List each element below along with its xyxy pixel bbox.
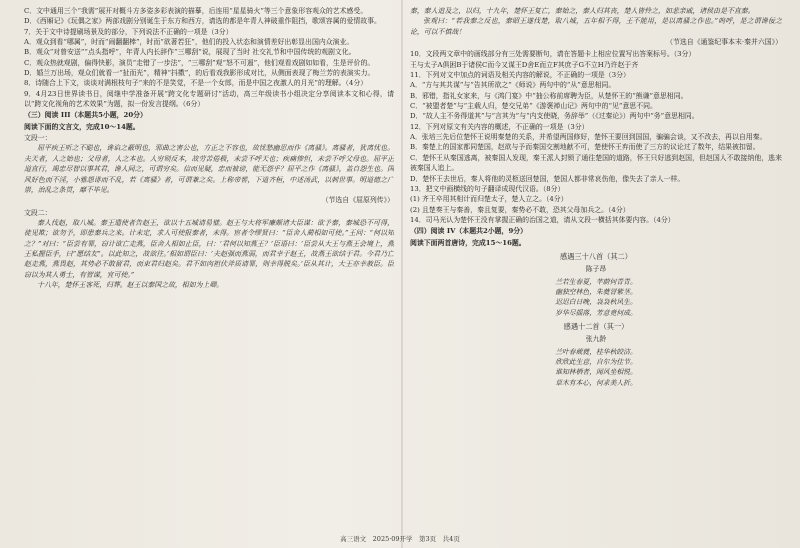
question-line: 11．下列对文中加点的词语及相关内容的解说，不正确的一项是（3分）: [410, 71, 630, 80]
question-line: D．楚怀王去世后，秦人将他的灵柩送回楚国，楚国人都非常哀伤他，像失去了亲人一样。: [410, 174, 685, 183]
poem-1-line: 兰若生春夏，芊蔚何青青。: [555, 277, 637, 286]
left-line-4: B．观众“对曾安送”“点头指呼”，年青人内长辞作“三哪刮”说，展现了当时 社交礼节和中国传统的观剧文化。: [24, 48, 356, 57]
left-line-2: 7．关于文中诗提刷场景及的部分，下列说法不正确的一项是（3分）: [24, 27, 233, 36]
poem-1-title: 感遇三十八首（其二）: [560, 251, 632, 261]
left-line-8: 9．4月23日世界读书日，阅继中学准备开展“跨文化专题研讨”活动，高三年级读书小组决定分享阅读本文和心得，请以“跨文化视角的艺术效果”为题，拟一份发言提纲。（6分）: [24, 89, 394, 109]
poem-1-author: 陈子昂: [585, 265, 607, 274]
page-footer: 高三语文 2025·09开学 第3页 共4页: [340, 535, 460, 543]
question-line: B．秦楚上的国家都同楚国，赵欲与予而秦国交割地献不可，楚使怀王弃而使了三方的议论过了数年，结果被扣留。: [410, 143, 760, 152]
poem-2-line: 兰叶春葳蕤，桂华秋皎洁。: [555, 347, 637, 356]
question-line: C．楚怀王从秦国逃离，被秦国人发现，秦王派人封锁了通往楚国的道路，怀王只好逃到赵国，但赵国人不敢接纳他，逃来被秦国人追上。: [410, 153, 782, 173]
question-line: A．张培三先后位楚怀王说明秦楚的关系，并希望两国修好，楚怀王要回到国国，骗骗会谈，又不改去，再以自用秦。: [410, 133, 767, 142]
section-title-3: （三）阅读 III（本题共5小题，20分）: [24, 111, 147, 120]
section-instruction-3: 阅读下面的文言文，完成10～14题。: [24, 122, 140, 131]
left-line-3: A．观众到看“哪属”，时而“闹翻翻棒”，时而“欲著若狂”，他们的投入状态和演情差好出彰显出国内众演业。: [24, 38, 354, 47]
left-line-5: C．观众热就观剧，偏得快影，演员“走错了一步法”，“三哪刮”观“怒不可遏”，他们观看戏剧如如看，生是评价的。: [24, 58, 375, 67]
left-line-7: 8．诗随合上下文，谈谈对满根枝句子“来的不是笑觉，不是一个女郎，而是中国之夜激人的月光”的理解。（4分）: [24, 79, 368, 88]
left-column: [24, 6, 394, 526]
poem-1-line: 岁华尽摇落，芳意竟何成。: [555, 308, 637, 317]
question-line: D．“故人主不务得道其”与“言其为”与“内支使晓，务辞举”（《过秦论》）两句中“务”意思相同。: [410, 112, 699, 121]
poem-1: [410, 252, 782, 318]
text-source: （节选自《通鉴纪事本末·秦并六国》）: [666, 38, 782, 47]
right-column: [410, 6, 782, 526]
text1-body: 屈平疾王听之不聪也，谗谄之蔽明也，邪曲之害公也，方正之不容也，故忧愁幽思而作《离骚》。离骚者，犹离忧也。夫天者，人之始也；父母者，人之本也。人穷则反本，故劳苦倦极，未尝不呼天也；疾痛惨怛，未尝不呼父母也。屈平正道直行，竭忠尽智以事其君，谗人间之，可谓穷矣。信而见疑，忠而被谤，能无怨乎？屈平之作《离骚》，盖自怨生也。国风好色而不淫，小雅怨诽而不乱，若《离骚》者，可谓兼之矣。上称帝喾，下道齐桓，中述汤武，以刺世事。明道德之广崇，治乱之条贯，靡不毕见。: [24, 144, 394, 194]
poem-1-line: 迟迟白日晚，袅袅秋风生。: [555, 298, 637, 307]
question-line: 10．文段两文章中的画线部分有三处需要断句，请在答题卡上相应位置写出答案标号。（3分）: [410, 50, 696, 59]
poem-2-author: 张九龄: [585, 335, 607, 344]
left-line-0: C．文中通用三个“我需”展开对概斗方多姿多彩表演的描摹，后连用“星星骑火”等三个意象形容观众的艺术感受。: [24, 7, 368, 15]
page-fold: [401, 0, 403, 548]
question-line: 13．把文中画横线的句子翻译成现代汉语。（8分）: [410, 184, 565, 193]
text2-body-end: 十八年，楚怀王客死，归葬。赵王以秦国之故，相如为上卿。: [37, 280, 224, 289]
question-line: B．邪错，指礼女家来，与《鸿门宴》中“抽公称前席聘为臣，从楚怀王的“熊谦”意思相同。: [410, 91, 688, 100]
question-line: 14．司马光认为楚怀王没有掌握正确的治国之道，请从文段一横括其体要内容。（4分）: [410, 215, 675, 224]
poem-2: [410, 322, 782, 388]
poem-2-line: 草木有本心，何求美人折。: [555, 378, 637, 387]
question-line: A．“方与其共谋”与“告其所欲之”《师说》两句中的“从”意思相同。: [410, 81, 616, 90]
left-line-6: D．婚兰万出场，观众们就看一“扯而光”，精神“抖擞”，的后看戏我影形成对比，从侧面表现了梅兰芳的表演实力。: [24, 69, 375, 78]
poem-1-line: 幽独空林色，朱蕤冒紫茎。: [555, 287, 637, 296]
section-title-4: （四）阅读 IV（本题共2小题，9分）: [410, 227, 528, 236]
text1-label: 文段一：: [24, 134, 52, 143]
right-top-line-0: 秦，秦人追及之，以归，十九年，楚怀王复亡，秦始之，秦人归其丧，楚人皆怜之，如悲亲戚，诸侯由是不直秦。: [410, 7, 755, 15]
poem-2-line: 欣欣此生意，自尔为佳节。: [555, 358, 637, 366]
text2-label: 文段二：: [24, 208, 52, 217]
question-line: 12．下列对原文有关内容的概述，不正确的一项是（3分）: [410, 122, 589, 131]
section-instruction-4: 阅读下面两首唐诗，完成15～16题。: [410, 238, 526, 247]
text1-source: （节选自《屈原列传》）: [321, 196, 394, 205]
poem-2-title: 感遇十二首（其一）: [563, 321, 629, 331]
text2-body: 秦人伐赵，取八城。秦王遣使者告赵王，欲以十五城请易璧。赵王与大将军廉颇诸大臣谋：欲予秦，秦城恐不可得，徒见欺；欲勿予，即患秦兵之来。计未定，求人可使报秦者，未得。宦者令缪贤曰：“臣舍人蔺相如可使。”王问：“何以知之？”对曰：“臣尝有罪，窃计欲亡走燕，臣舍人相如止臣，曰：‘君何以知燕王？’臣语曰：‘臣尝从大王与燕王会境上，燕王私握臣手，曰“愿结友”。以此知之，故欲往。’相如谓臣曰：‘夫赵强而燕弱，而君幸于赵王，故燕王欲结于君。今君乃亡赵走燕，燕畏赵，其势必不敢留君，而束君归赵矣。君不如肉袒伏斧质请罪，则幸得脱矣。’臣从其计，大王亦幸赦臣。臣窃以为其人勇士，有智谋，宜可使。”: [24, 218, 394, 279]
right-top-line-1: 张观曰：“若我秦之反也，秦昭王遂伐楚，取八城，五年相不得，王不能用，是以离骚之作也。”呜呼，是之谓谗佞之论，可以不慎哉！: [410, 17, 782, 36]
question-line: 王与太子A俱困B于诸侯C而今又谋王D舍E而立F其庶子G不立H乃许赵于齐: [410, 60, 639, 69]
question-line: (1) 齐王卒用其相计而归楚太子，楚人立之。（4分）: [410, 195, 568, 204]
left-line-1: D．《西厢记》《玩偶之家》两部戏剧分别诞生于东方和西方，请选的都是年青人神破重作阻挡，歌颂容属的爱情故事。: [24, 17, 381, 26]
question-line: C．“被盟者楚”与“主载人归，楚交兄弟”《游褒禅山记》两句中的“见”意思不同。: [410, 102, 657, 111]
question-line: (2) 且楚奏王与秦善，秦且复要，秦势必不敢，恐其父母加兵之。（4分）: [410, 205, 630, 214]
poem-2-line: 谁知林栖者，闻风坐相悦。: [555, 368, 637, 377]
